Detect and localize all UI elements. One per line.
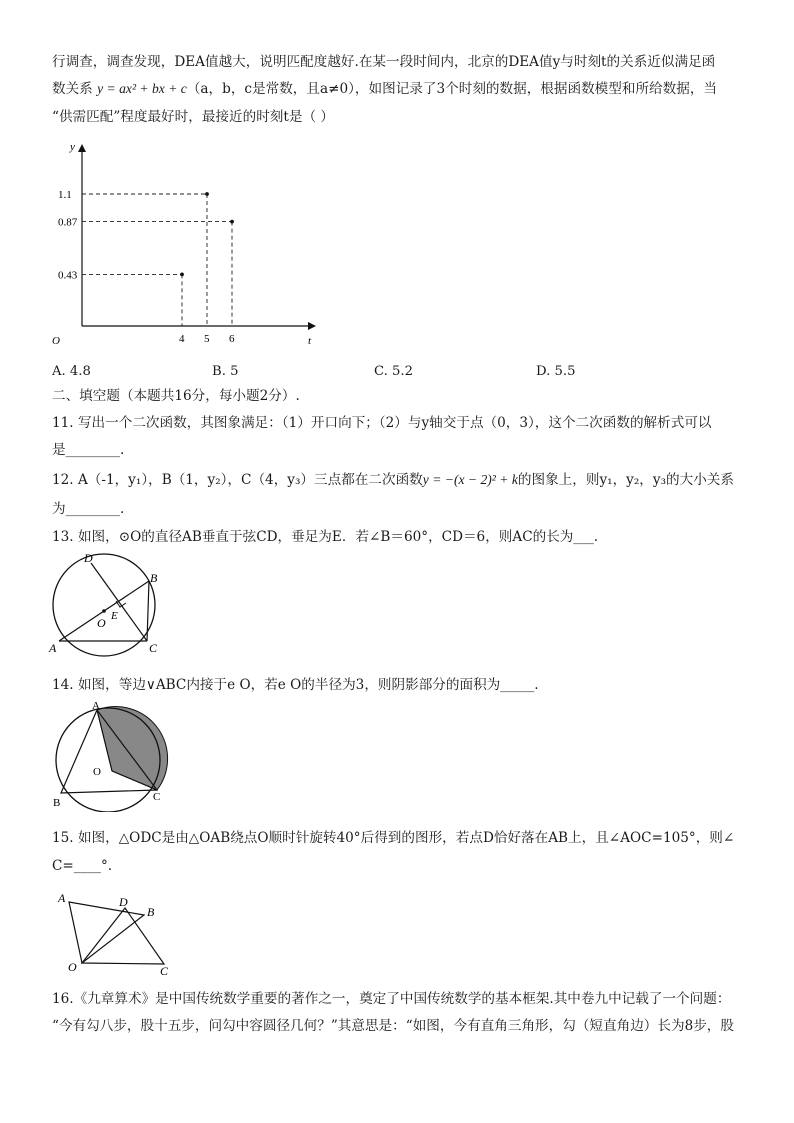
y-axis-label: y (70, 141, 75, 153)
option-a[interactable]: A. 4.8 (52, 364, 91, 379)
y-tick-label-2: 1.1 (58, 189, 72, 201)
x-axis-label: t (308, 335, 312, 347)
q15-label-b: B (147, 905, 155, 919)
q13-label-e: E (111, 610, 118, 622)
x-tick-label-2: 6 (229, 333, 235, 345)
q10-text-line-2a: 数关系 (52, 81, 98, 97)
chart-axes (78, 144, 316, 330)
q12-line-2: 为________. (52, 501, 125, 517)
y-tick-label-0: 0.43 (58, 269, 78, 282)
chart-labels (52, 141, 312, 347)
q10-text-line-1: 行调查，调查发现，DEA值越大，说明匹配度越好.在某一段时间内，北京的DEA值y与时刻t的关系近似满足函 (52, 54, 716, 70)
q15-line-2: C=____°. (52, 858, 113, 874)
option-c[interactable]: C. 5.2 (374, 364, 413, 379)
q12-line-1 (52, 471, 734, 489)
q12-line-1b: 的图象上，则y₁，y₂，y₃的大小关系 (517, 472, 734, 488)
q15-label-c: C (160, 964, 169, 978)
q15-label-d: D (119, 895, 128, 909)
section-2-title: 二、填空题（本题共16分，每小题2分）. (52, 388, 300, 404)
q16-line-2: “今有勾八步，股十五步，问勾中容圆径几何？”其意思是：“如图，今有直角三角形，勾（短直角边）长为8步，股 (52, 1018, 734, 1034)
origin-label: O (52, 335, 60, 347)
q11-line-2: 是________. (52, 442, 125, 458)
q14-label-a: A (92, 700, 100, 712)
q13-label-a: A (49, 641, 57, 655)
q15-line-1: 15. 如图，△ODC是由△OAB绕点O顺时针旋转40°后得到的图形，若点D恰好落在AB上，且∠AOC=105°，则∠ (52, 830, 735, 846)
option-d[interactable]: D. 5.5 (536, 364, 576, 379)
x-tick-label-1: 5 (204, 333, 210, 345)
x-tick-label-0: 4 (179, 333, 185, 345)
data-point-2 (230, 220, 234, 224)
q13-label-o: O (97, 616, 106, 630)
q14-figure (50, 700, 175, 812)
q14-text: 14. 如图，等边∨ABC内接于e O，若e O的半径为3，则阴影部分的面积为_____. (52, 677, 539, 693)
q11-line-1: 11. 写出一个二次函数，其图象满足：（1）开口向下；（2）与y轴交于点（0，3），这个二次函数的解析式可以 (52, 415, 712, 431)
q10-text-line-2b: （a，b，c是常数，且a≠0），如图记录了3个时刻的数据，根据函数模型和所给数据，当 (186, 81, 718, 97)
x-axis-arrow (308, 322, 316, 330)
q12-line-1a: 12. A（-1，y₁），B（1，y₂），C（4，y₃）三点都在二次函数 (52, 472, 423, 488)
y-axis-arrow (78, 144, 86, 152)
q13-label-d: D (84, 551, 93, 565)
q10-text-line-3: “供需匹配”程度最好时，最接近的时刻t是（ ） (52, 109, 334, 125)
q13-text: 13. 如图，⊙O的直径AB垂直于弦CD，垂足为E．若∠B＝60°，CD＝6，则AC的长为___. (52, 529, 599, 545)
y-tick-label-1: 0.87 (58, 216, 78, 229)
q15-figure (52, 886, 182, 978)
q13-figure (46, 549, 176, 659)
q14-label-b: B (53, 797, 61, 809)
q14-label-c: C (153, 791, 161, 803)
q15-label-o: O (68, 960, 77, 974)
data-point-0 (180, 273, 184, 277)
q12-formula: y = −(x − 2)² + k (422, 472, 518, 487)
q13-label-c: C (149, 641, 158, 655)
q10-chart (40, 138, 340, 360)
q10-formula: y = ax² + bx + c (97, 81, 187, 96)
chart-guides (82, 194, 232, 326)
q15-label-a: A (58, 891, 66, 905)
data-point-1 (205, 192, 209, 196)
option-b[interactable]: B. 5 (212, 364, 239, 379)
q14-label-o: O (93, 766, 101, 778)
q13-center-dot (102, 609, 106, 613)
q13-label-b: B (150, 571, 158, 585)
q10-text-line-2 (52, 80, 717, 98)
q16-line-1: 16.《九章算术》是中国传统数学重要的著作之一，奠定了中国传统数学的基本框架.其中卷九中记载了一个问题： (52, 991, 731, 1007)
